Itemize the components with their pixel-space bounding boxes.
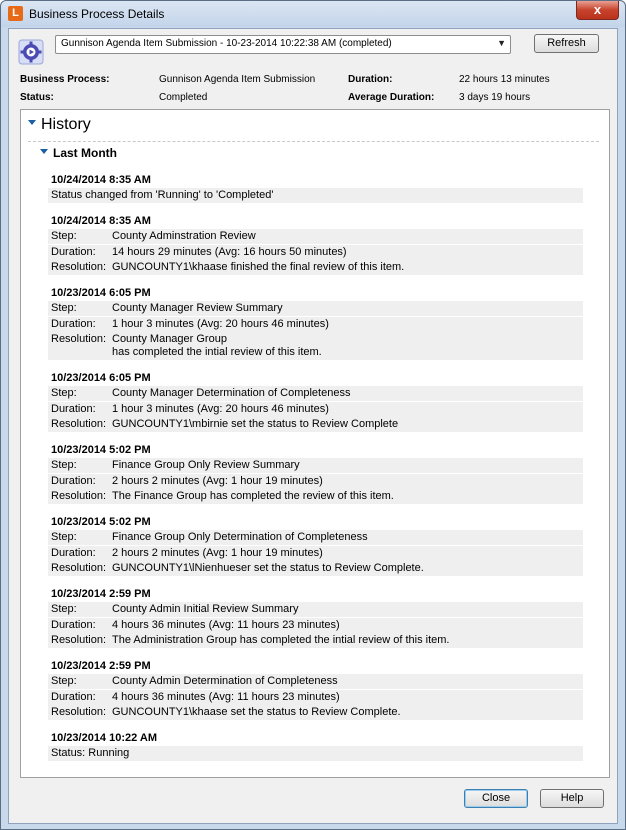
entry-detail-row [48,530,583,545]
entry-detail-row [48,260,583,275]
app-logo-icon: L [8,6,23,21]
duration-value: 22 hours 13 minutes [459,74,550,85]
history-entry [48,285,583,360]
entry-detail-row [48,546,583,561]
detail-key: Duration: [51,317,96,330]
detail-key: Step: [51,230,77,242]
duration-label: Duration: [348,74,393,85]
history-entry [48,370,583,432]
detail-value-line: Finance Group Only Determination of Completeness [112,531,368,543]
entry-detail-row [48,417,583,432]
detail-value [112,418,580,431]
process-instance-value: Gunnison Agenda Item Submission - 10-23-2014 10:22:38 AM (completed) [61,38,392,49]
detail-value-line: GUNCOUNTY1\khaase set the status to Review Complete. [112,706,401,718]
detail-value-line: County Admin Determination of Completeness [112,675,338,687]
history-entry [48,514,583,576]
detail-value-line: 2 hours 2 minutes (Avg: 1 hour 19 minutes) [112,546,323,559]
detail-value-line: County Manager Group [112,333,227,345]
collapse-triangle-icon[interactable] [28,120,36,125]
window-close-button[interactable]: x [576,1,619,20]
detail-key: Resolution: [51,706,107,718]
detail-value [112,333,580,359]
section-divider [28,141,599,142]
history-entry [48,172,583,203]
detail-value-line: 4 hours 36 minutes (Avg: 11 hours 23 minutes) [112,690,340,703]
entry-detail-row [48,705,583,720]
detail-value [112,459,580,472]
detail-value [112,603,580,616]
business-process-value: Gunnison Agenda Item Submission [159,74,316,85]
detail-value [112,619,580,632]
average-duration-label: Average Duration: [348,92,435,103]
entry-detail-row [48,690,583,705]
detail-value-line: Status changed from 'Running' to 'Completed' [51,189,274,201]
detail-key: Duration: [51,690,96,703]
history-title: History [41,116,91,133]
entry-detail-row [48,618,583,633]
detail-key: Resolution: [51,490,107,502]
detail-value-line: 4 hours 36 minutes (Avg: 11 hours 23 minutes) [112,618,340,631]
detail-value [112,547,580,560]
process-gear-icon [18,39,44,65]
detail-value [112,531,580,544]
detail-key: Duration: [51,618,96,631]
detail-value [112,475,580,488]
close-button[interactable]: Close [464,789,528,808]
dialog-body [8,28,618,824]
detail-value-line: GUNCOUNTY1\khaase finished the final review of this item. [112,261,405,273]
entry-detail-row [48,489,583,504]
detail-key: Duration: [51,245,96,258]
detail-value-line: 1 hour 3 minutes (Avg: 20 hours 46 minutes) [112,402,329,415]
entry-detail-row [48,301,583,316]
detail-value [112,261,580,274]
detail-value [112,403,580,416]
detail-value-line: 1 hour 3 minutes (Avg: 20 hours 46 minutes) [112,317,329,330]
entry-timestamp: 10/23/2014 6:05 PM [51,372,151,384]
entry-detail-row [48,458,583,473]
detail-value-line: County Adminstration Review [112,230,256,242]
entry-timestamp: 10/23/2014 6:05 PM [51,287,151,299]
entry-detail-row [48,474,583,489]
detail-value-line: 14 hours 29 minutes (Avg: 16 hours 50 minutes) [112,245,347,258]
entry-timestamp: 10/23/2014 2:59 PM [51,660,151,672]
detail-value-line: The Finance Group has completed the review of this item. [112,490,394,502]
detail-value [51,189,580,202]
entry-detail-row [48,746,583,761]
detail-key: Resolution: [51,261,107,273]
detail-key: Duration: [51,546,96,559]
detail-value [112,675,580,688]
detail-value-line: County Manager Determination of Completeness [112,387,351,399]
detail-value [112,246,580,259]
entry-detail-row [48,188,583,203]
detail-value [112,490,580,503]
average-duration-value: 3 days 19 hours [459,92,531,103]
history-entry [48,213,583,275]
business-process-label: Business Process: [20,74,110,85]
entry-timestamp: 10/23/2014 2:59 PM [51,588,151,600]
detail-value-line: has completed the intial review of this item. [112,346,322,358]
detail-value [112,387,580,400]
detail-value-line: The Administration Group has completed the intial review of this item. [112,634,450,646]
detail-value [112,318,580,331]
entry-detail-row [48,633,583,648]
detail-key: Resolution: [51,634,107,646]
detail-key: Step: [51,302,77,314]
entry-timestamp: 10/24/2014 8:35 AM [51,174,151,186]
entry-detail-row [48,229,583,244]
entry-detail-row [48,245,583,260]
detail-key: Step: [51,459,77,471]
refresh-button[interactable]: Refresh [534,34,599,53]
detail-value-line: 2 hours 2 minutes (Avg: 1 hour 19 minutes) [112,474,323,487]
history-entry [48,658,583,720]
detail-key: Step: [51,387,77,399]
detail-value-line: Finance Group Only Review Summary [112,459,300,471]
entry-detail-row [48,602,583,617]
detail-value-line: County Manager Review Summary [112,302,283,314]
detail-key: Step: [51,531,77,543]
detail-value-line: County Admin Initial Review Summary [112,603,299,615]
entry-timestamp: 10/23/2014 10:22 AM [51,732,157,744]
collapse-triangle-icon[interactable] [40,149,48,154]
history-entry-list [48,172,583,771]
detail-value-line: GUNCOUNTY1\mbirnie set the status to Review Complete [112,418,399,430]
detail-value [112,634,580,647]
title-bar[interactable] [1,1,625,27]
status-label: Status: [20,92,54,103]
detail-value-line: Status: Running [51,747,130,759]
process-instance-select[interactable] [55,35,511,54]
entry-detail-row [48,402,583,417]
detail-value [112,691,580,704]
detail-key: Resolution: [51,562,107,574]
window-title: Business Process Details [29,7,165,21]
entry-detail-row [48,386,583,401]
help-button[interactable]: Help [540,789,604,808]
detail-value [112,230,580,243]
history-entry [48,442,583,504]
status-value: Completed [159,92,208,103]
chevron-down-icon[interactable]: ▼ [497,38,506,48]
entry-detail-row [48,674,583,689]
last-month-group-header[interactable] [40,146,117,160]
entry-timestamp: 10/24/2014 8:35 AM [51,215,151,227]
detail-key: Duration: [51,474,96,487]
detail-value-line: GUNCOUNTY1\lNienhueser set the status to Review Complete. [112,562,424,574]
history-entry [48,730,583,761]
entry-detail-row [48,317,583,332]
entry-timestamp: 10/23/2014 5:02 PM [51,444,151,456]
detail-key: Step: [51,603,77,615]
history-panel[interactable] [20,109,610,778]
entry-timestamp: 10/23/2014 5:02 PM [51,516,151,528]
detail-key: Resolution: [51,333,107,345]
last-month-title: Last Month [53,146,117,160]
entry-detail-row [48,561,583,576]
detail-key: Step: [51,675,77,687]
entry-detail-row [48,332,583,360]
detail-key: Duration: [51,402,96,415]
history-entry [48,586,583,648]
detail-value [112,562,580,575]
detail-key: Resolution: [51,418,107,430]
detail-value [51,747,580,760]
detail-value [112,706,580,719]
detail-value [112,302,580,315]
history-section-header[interactable] [28,116,91,134]
